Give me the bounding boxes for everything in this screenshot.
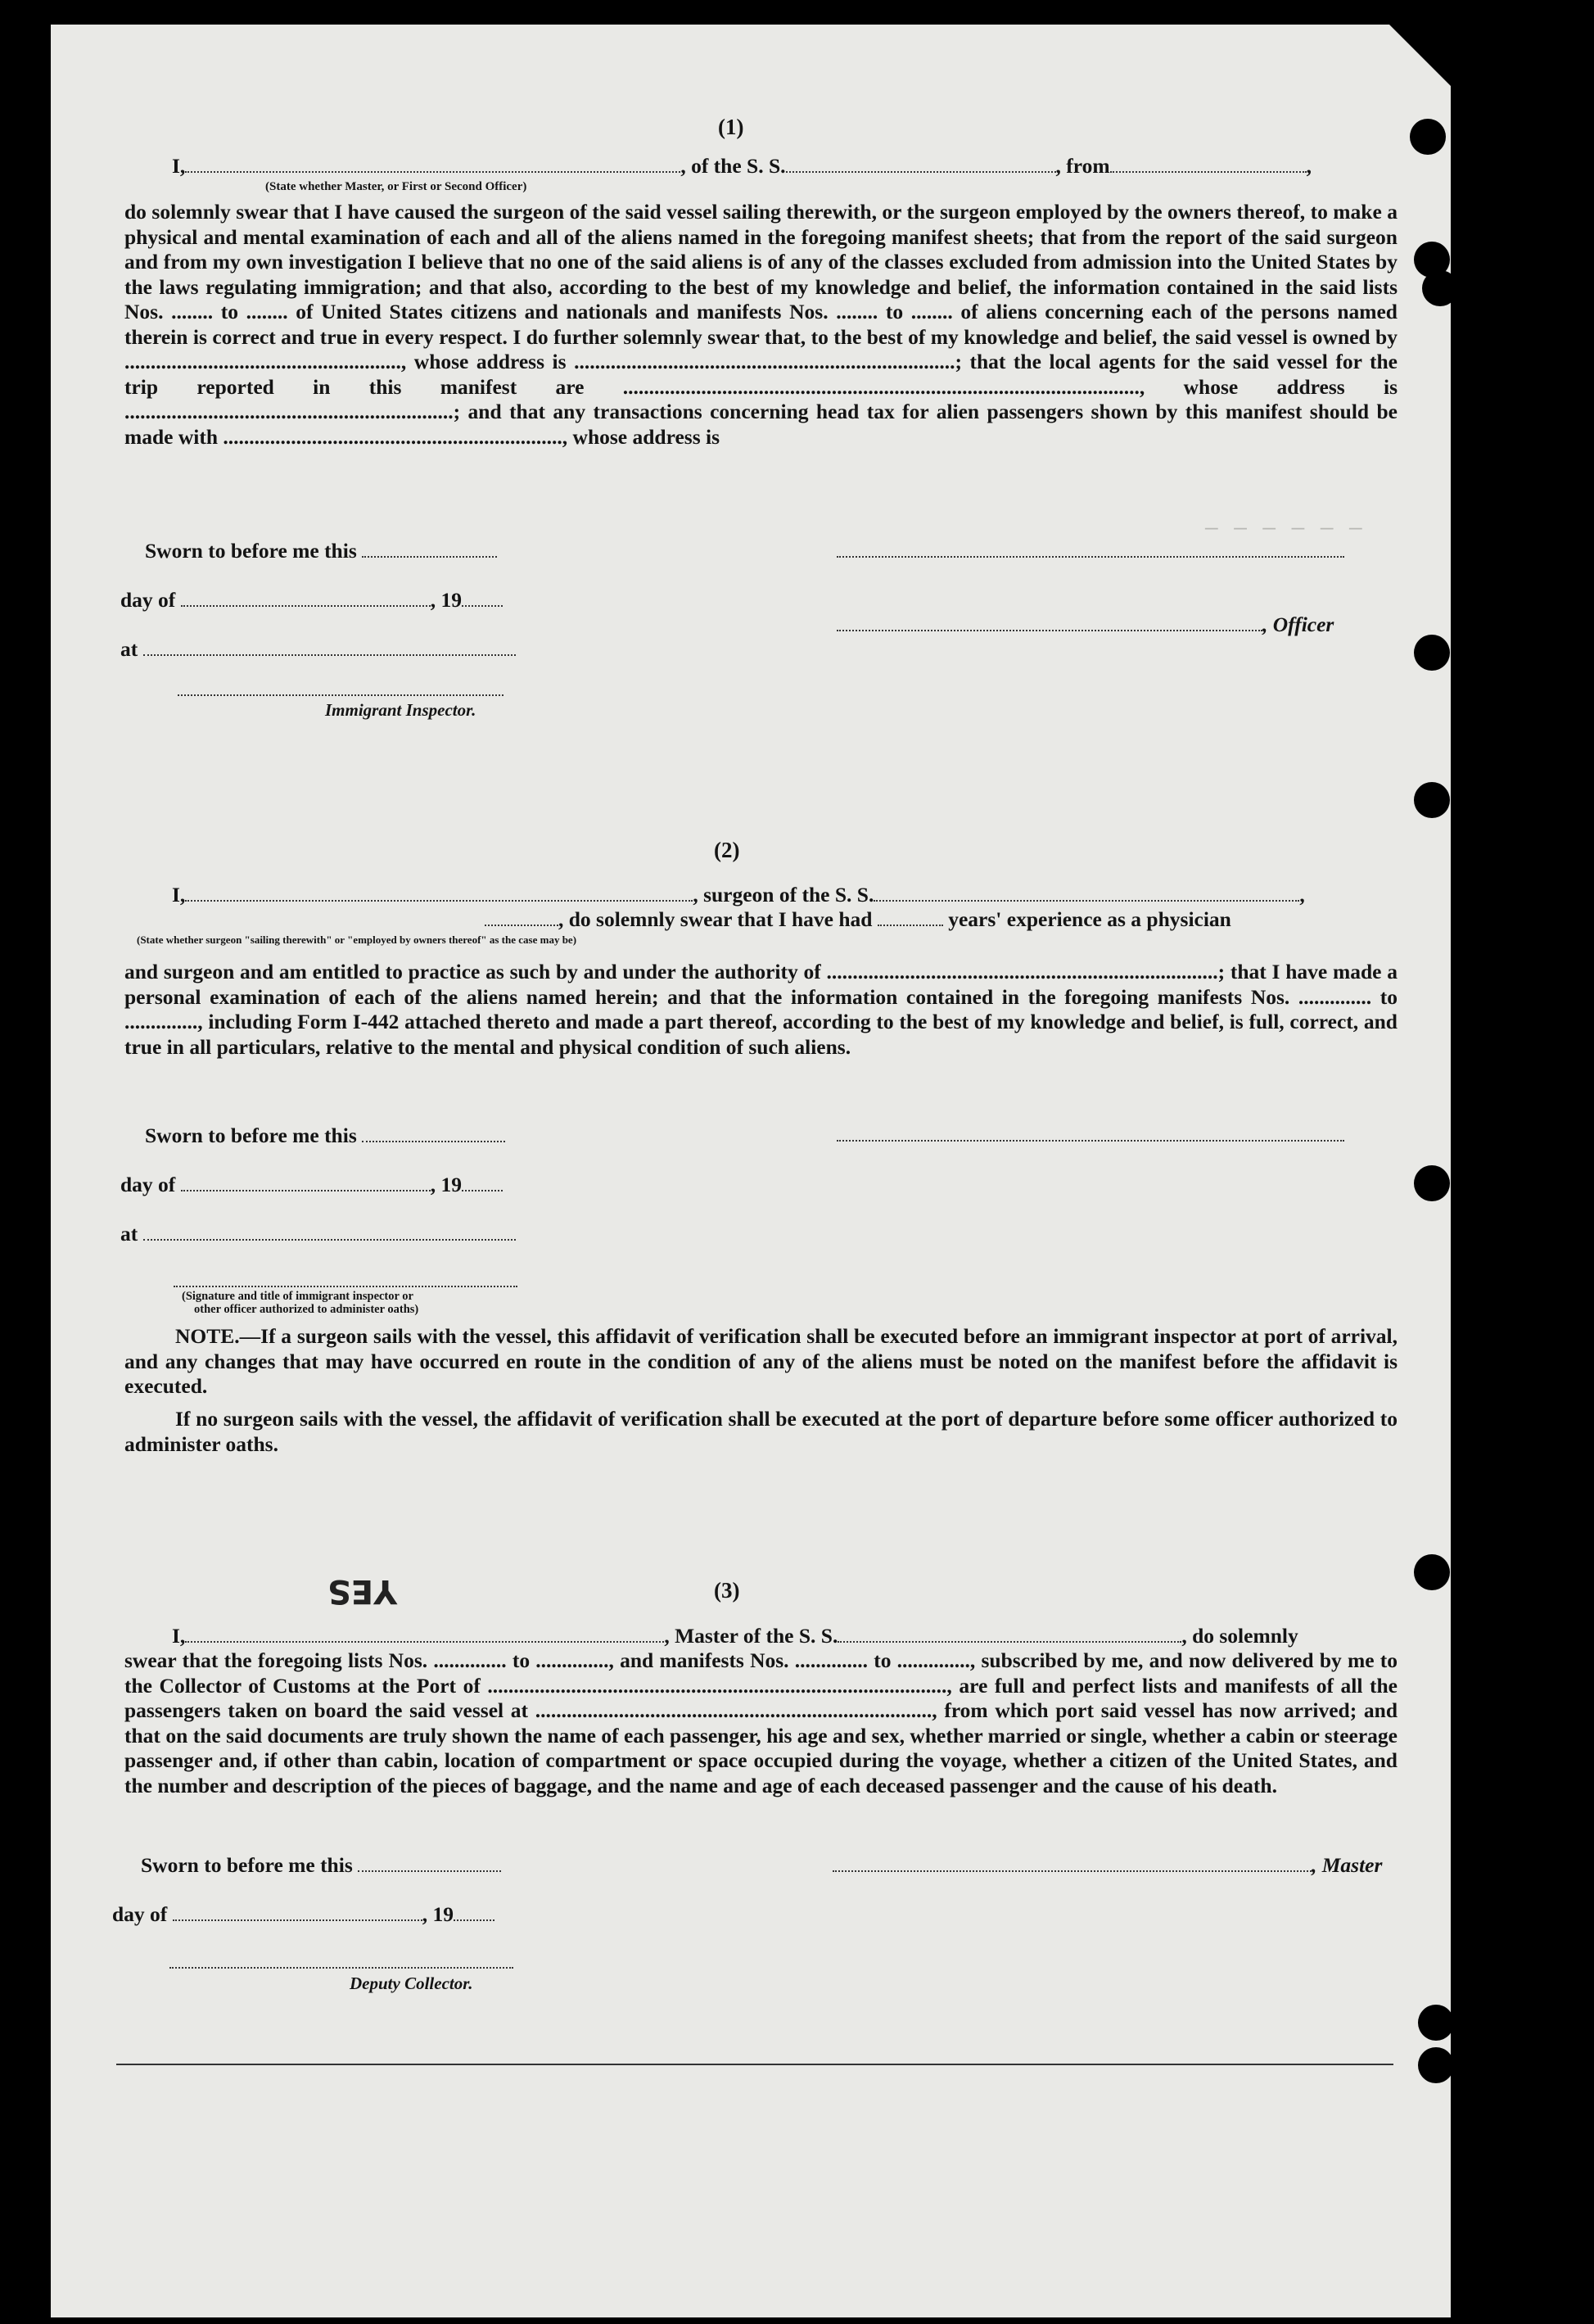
manifest-page	[51, 25, 1451, 2317]
s2-surgeon-line: I, , surgeon of the S. S. ,	[172, 883, 1305, 907]
binder-hole	[1414, 635, 1450, 671]
s3-oath-body: swear that the foregoing lists Nos. .............. to .............., and manifests Nos. .............. to .............., subscribed by me, and now delivered by me to the Collector of Customs at the Port of ........................................................................................, are full and perfect lists and manifests of all the passengers taken on board the said vessel at ............................................................................, from which port said vessel has now arrived; and that on the said documents are truly shown the name of each passenger, his age and sex, whether married or single, whether a cabin or steerage passenger and, if other than cabin, location of compartment or space occupied during the voyage, whether a citizen of the United States, and the number and description of the pieces of baggage, and the name and age of each deceased passenger and the cause of his death.	[124, 1648, 1398, 1797]
binder-hole	[1414, 1554, 1450, 1590]
s1-oath-body: do solemnly swear that I have caused the surgeon of the said vessel sailing therewith, or the surgeon employed by the owners thereof, to make a physical and mental examination of each and all of the aliens named in the foregoing manifest sheets; that from the report of the said surgeon and from my own investigation I believe that no one of the said aliens is of any of the classes excluded from admission into the United States by the laws regulating immigration; and that also, according to the best of my knowledge and belief, the information contained in the said lists Nos. ........ to ........ of United States citizens and nationals and manifests Nos. ........ to ........ of aliens concerning each of the persons named therein is correct and true in every respect. I do further solemnly swear that, to the best of my knowledge and belief, the said vessel is owned by ....................................................., whose address is .........................................................................; that the local agents for the said vessel for the trip reported in this manifest are ..................................................................................................., whose address is ...............................................................; and that any transactions concerning head tax for alien passengers shown by this manifest should be made with ................................................................., whose address is	[124, 200, 1398, 449]
s2-note-1: NOTE.—If a surgeon sails with the vessel, this affidavit of verification shall be executed before an immigrant inspector at port of arrival, and any changes that may have occurred en route in the condition of any of the aliens must be noted on the manifest before the affidavit is executed.	[124, 1324, 1398, 1398]
s1-officer-subtitle: (State whether Master, or First or Second Officer)	[265, 180, 527, 193]
s1-at-line: at	[120, 637, 516, 662]
s2-at-line: at	[120, 1222, 516, 1246]
s3-sworn-line: Sworn to before me this	[141, 1853, 501, 1878]
binder-hole	[1414, 782, 1450, 818]
s1-officer-line: I, , of the S. S. , from ,	[172, 154, 1312, 178]
s3-master-line: I, , Master of the S. S. , do solemnly	[172, 1624, 1298, 1648]
s2-oath-body: and surgeon and am entitled to practice as such by and under the authority of ...........................................................................; that I have made a personal examination of each of the aliens named herein; and that the information contained in the foregoing manifests Nos. .............. to .............., including Form I-442 attached thereto and made a part thereof, according to the best of my knowledge and belief, is full, correct, and true in all particulars, relative to the mental and physical condition of such aliens.	[124, 960, 1398, 1059]
torn-corner	[1389, 25, 1451, 86]
binder-hole	[1414, 1165, 1450, 1201]
binder-hole	[1418, 2047, 1454, 2083]
bottom-rule	[116, 2064, 1393, 2065]
s1-inspector-label: Immigrant Inspector.	[325, 700, 476, 720]
s2-experience-line: , do solemnly swear that I have had years' experience as a physician	[485, 907, 1231, 932]
s2-inspector-line	[174, 1284, 517, 1287]
s2-surgeon-subtitle: (State whether surgeon "sailing therewith" or "employed by owners thereof" as the case may be)	[137, 934, 577, 946]
binder-hole	[1418, 2005, 1454, 2041]
bleed-through-text: — — — — — —	[1205, 516, 1364, 540]
s3-day-line: day of , 19	[112, 1902, 494, 1927]
s1-day-line: day of , 19	[120, 588, 503, 613]
section-1-number: (1)	[718, 115, 744, 139]
s2-day-line: day of , 19	[120, 1173, 503, 1197]
s2-note-2: If no surgeon sails with the vessel, the affidavit of verification shall be executed at the port of departure before some officer authorized to administer oaths.	[124, 1407, 1398, 1456]
binder-hole	[1422, 270, 1458, 306]
s1-sworn-line: Sworn to before me this	[145, 539, 497, 563]
binder-hole	[1410, 119, 1446, 155]
s2-sig-subtitle-1: (Signature and title of immigrant inspector or	[182, 1290, 413, 1303]
handwritten-yes: YES	[327, 1572, 398, 1610]
s2-signature-line	[837, 1138, 1344, 1142]
s3-deputy-label: Deputy Collector.	[350, 1974, 473, 1993]
s2-sworn-line: Sworn to before me this	[145, 1124, 505, 1148]
s1-inspector-line	[178, 693, 503, 696]
s3-deputy-line	[169, 1965, 513, 1969]
section-2-number: (2)	[714, 838, 740, 862]
s2-sig-subtitle-2: other officer authorized to administer oaths)	[194, 1303, 419, 1316]
s1-signature-line	[837, 554, 1344, 558]
s1-officer-signature: , Officer	[837, 613, 1334, 637]
s3-master-signature: , Master	[833, 1853, 1382, 1878]
section-3-number: (3)	[714, 1578, 740, 1603]
